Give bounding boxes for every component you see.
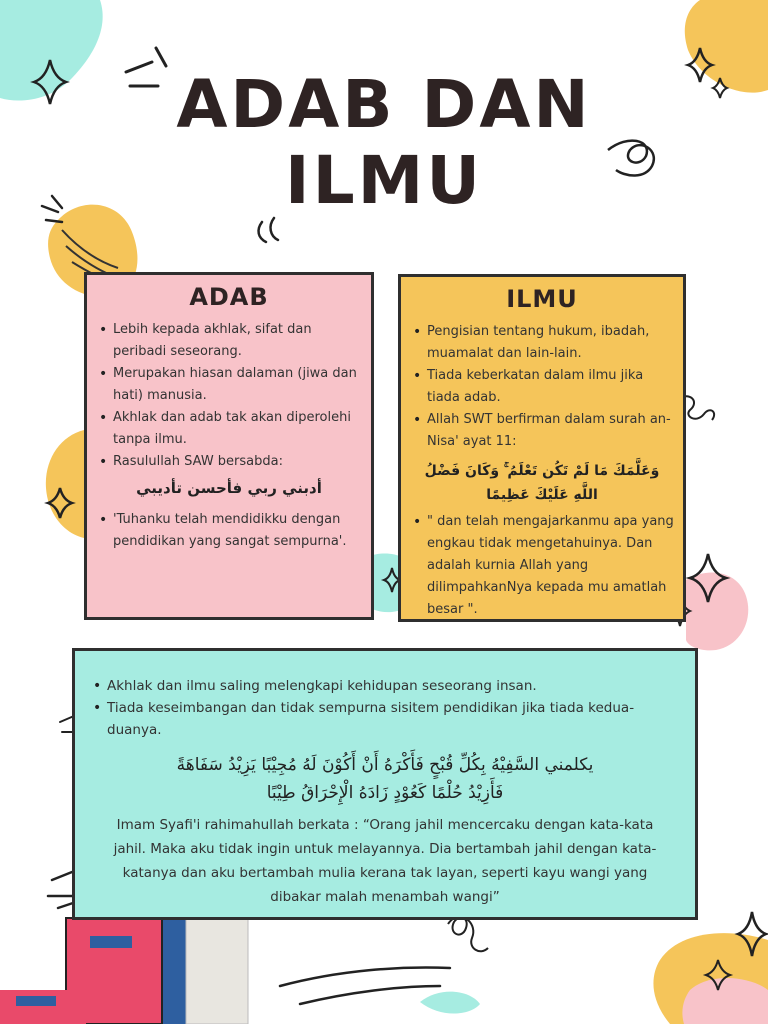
list-item: • Akhlak dan adab tak akan diperolehi tanpa ilmu. bbox=[87, 407, 363, 451]
poem-line-1: يكلمني السَّفِيْهُ بِكُلِّ قُبْحٍ فَأَكْرَهُ أَنْ أَكُوْنَ لَهُ مُجِيْبًا يَزِيْدُ سَفَاهَةً bbox=[176, 755, 594, 775]
list-item: • Lebih kepada akhlak, sifat dan peribadi seseorang. bbox=[87, 319, 363, 363]
list-item: • Pengisian tentang hukum, ibadah, muamalat dan lain-lain. bbox=[401, 321, 675, 365]
title-line-1: ADAB DAN bbox=[176, 66, 592, 143]
squiggle-icon bbox=[448, 917, 488, 952]
list-item: • Rasulullah SAW bersabda: bbox=[87, 451, 363, 473]
list-item: • Merupakan hiasan dalaman (jiwa dan hati) manusia. bbox=[87, 363, 363, 407]
ilmu-arabic-verse bbox=[409, 459, 675, 507]
page-title bbox=[0, 66, 768, 219]
ilmu-heading: ILMU bbox=[506, 285, 578, 313]
adab-arabic-hadith: أدبني ربي فأحسن تأديبي bbox=[136, 479, 322, 497]
adab-translation: • 'Tuhanku telah mendidikku dengan pendidikan yang sangat sempurna'. bbox=[87, 509, 363, 553]
adab-list bbox=[87, 319, 371, 473]
list-item: • Akhlak dan ilmu saling melengkapi kehidupan seseorang insan. bbox=[81, 675, 685, 697]
ilmu-arabic-line-1: وَعَلَّمَكَ مَا لَمْ تَكُن تَعْلَمُ ۚ وَكَانَ فَضْلُ bbox=[424, 463, 660, 479]
ilmu-list bbox=[401, 321, 683, 453]
ilmu-card bbox=[398, 274, 686, 622]
syafii-arabic-poem bbox=[95, 751, 675, 807]
list-item: • Tiada keseimbangan dan tidak sempurna sisitem pendidikan jika tiada kedua-duanya. bbox=[81, 697, 685, 741]
summary-card bbox=[72, 648, 698, 920]
list-item: • Allah SWT berfirman dalam surah an-Nisa' ayat 11: bbox=[401, 409, 675, 453]
summary-list bbox=[75, 675, 695, 741]
title-line-2: ILMU bbox=[285, 142, 483, 219]
ilmu-translation: • " dan telah mengajarkanmu apa yang engkau tidak mengetahuinya. Dan adalah kurnia Allah yang dilimpahkanNya kepada mu amatlah besar ". bbox=[401, 511, 675, 621]
adab-card bbox=[84, 272, 374, 620]
yellow-blob-mid-left bbox=[46, 430, 84, 538]
list-item: • Tiada keberkatan dalam ilmu jika tiada adab. bbox=[401, 365, 675, 409]
syafii-quote: Imam Syafi'i rahimahullah berkata : “Orang jahil mencercaku dengan kata-kata jahil. Maka aku tidak ingin untuk melayannya. Dia bertambah jahil dengan kata-katanya dan aku bertambah mulia kerana tak layan, seperti kayu wangi yang dibakar malah menambah wangi” bbox=[113, 817, 657, 905]
adab-heading: ADAB bbox=[189, 283, 269, 311]
poem-line-2: فَأَزِيْدُ حُلْمًا كَعُوْدٍ زَادَهُ الْإِحْرَاقُ طِيْبًا bbox=[266, 783, 504, 803]
ilmu-arabic-line-2: اللَّهِ عَلَيْكَ عَظِيمًا bbox=[486, 487, 598, 503]
